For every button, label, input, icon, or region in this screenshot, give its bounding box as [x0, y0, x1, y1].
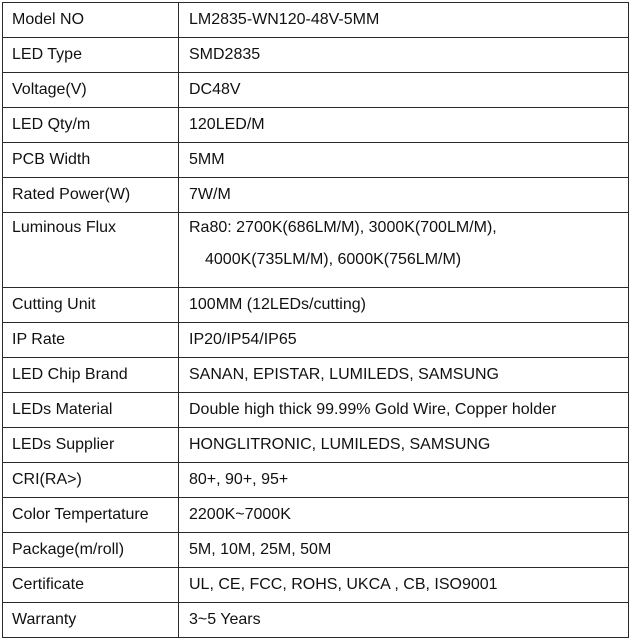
table-row — [3, 323, 629, 358]
table-row — [3, 358, 629, 393]
row-value: IP20/IP54/IP65 — [179, 323, 629, 358]
row-label: IP Rate — [3, 323, 179, 358]
row-label: Rated Power(W) — [3, 178, 179, 213]
table-row — [3, 38, 629, 73]
row-value: 7W/M — [179, 178, 629, 213]
table-row — [3, 568, 629, 603]
table-row — [3, 533, 629, 568]
table-row — [3, 603, 629, 638]
row-label: LED Chip Brand — [3, 358, 179, 393]
row-value: SANAN, EPISTAR, LUMILEDS, SAMSUNG — [179, 358, 629, 393]
row-value: DC48V — [179, 73, 629, 108]
row-value: HONGLITRONIC, LUMILEDS, SAMSUNG — [179, 428, 629, 463]
table-row — [3, 178, 629, 213]
table-row — [3, 73, 629, 108]
row-value-line-2: 4000K(735LM/M), 6000K(756LM/M) — [205, 251, 462, 268]
row-label: Cutting Unit — [3, 288, 179, 323]
row-label: Color Tempertature — [3, 498, 179, 533]
row-value: 5MM — [179, 143, 629, 178]
row-value: LM2835-WN120-48V-5MM — [179, 3, 629, 38]
row-label: LEDs Supplier — [3, 428, 179, 463]
spec-table — [2, 2, 629, 638]
row-value: 120LED/M — [179, 108, 629, 143]
row-label: LEDs Material — [3, 393, 179, 428]
table-row — [3, 463, 629, 498]
table-row — [3, 108, 629, 143]
row-value: UL, CE, FCC, ROHS, UKCA , CB, ISO9001 — [179, 568, 629, 603]
table-row — [3, 143, 629, 178]
row-label: LED Qty/m — [3, 108, 179, 143]
row-label: Warranty — [3, 603, 179, 638]
table-row — [3, 428, 629, 463]
table-row — [3, 213, 629, 288]
row-label: CRI(RA>) — [3, 463, 179, 498]
row-label: Package(m/roll) — [3, 533, 179, 568]
row-label: Luminous Flux — [3, 213, 179, 288]
row-value — [179, 213, 629, 288]
row-value: 100MM (12LEDs/cutting) — [179, 288, 629, 323]
row-label: PCB Width — [3, 143, 179, 178]
row-label: Voltage(V) — [3, 73, 179, 108]
row-value-line-1: Ra80: 2700K(686LM/M), 3000K(700LM/M), — [189, 219, 497, 236]
row-label: LED Type — [3, 38, 179, 73]
table-row — [3, 498, 629, 533]
row-value: 2200K~7000K — [179, 498, 629, 533]
row-value: Double high thick 99.99% Gold Wire, Copper holder — [179, 393, 629, 428]
row-value: 3~5 Years — [179, 603, 629, 638]
row-label: Certificate — [3, 568, 179, 603]
row-label: Model NO — [3, 3, 179, 38]
row-value: 5M, 10M, 25M, 50M — [179, 533, 629, 568]
table-row — [3, 3, 629, 38]
table-row — [3, 393, 629, 428]
row-value: 80+, 90+, 95+ — [179, 463, 629, 498]
row-value: SMD2835 — [179, 38, 629, 73]
table-row — [3, 288, 629, 323]
